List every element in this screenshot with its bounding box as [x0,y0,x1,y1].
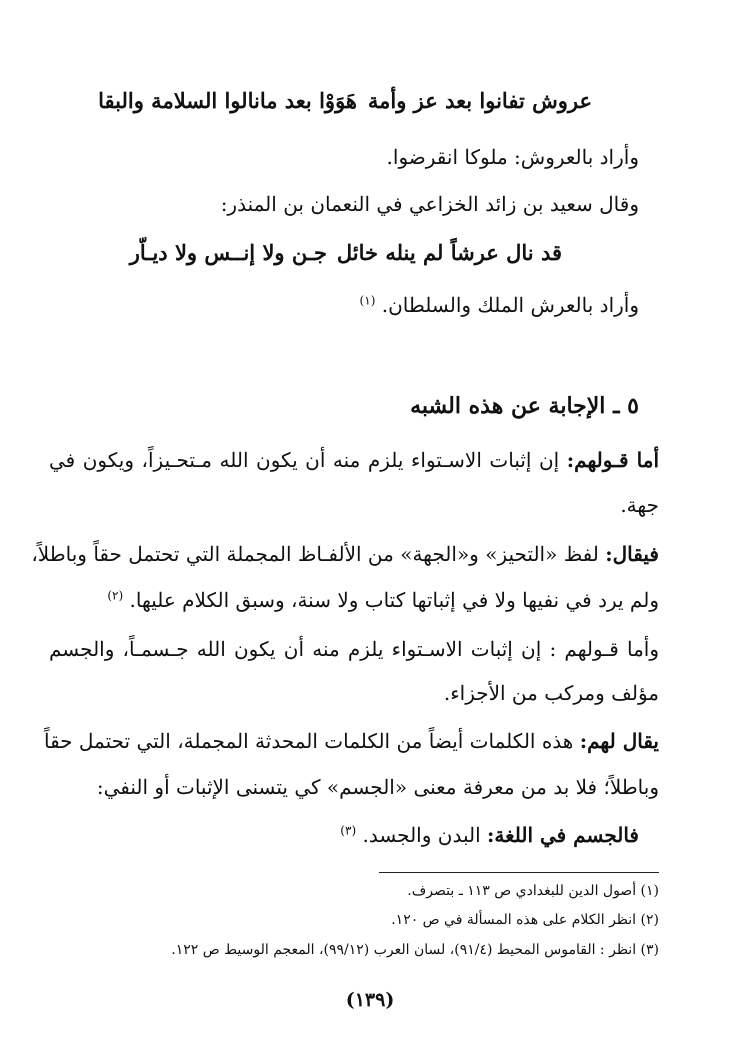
page-number: (١٣٩) [345,989,395,1011]
footnote-separator [379,872,659,873]
block-4-line-1 [43,727,659,755]
verse-1-left-hemistich: هَوَوْا بعد مانالوا السلامة والبقا [98,88,357,113]
footnote-2: (٢) انظر الكلام على هذه المسألة في ص ١٢٠. [391,912,659,928]
block-5-line [340,821,639,849]
paragraph-3-text: وأراد بالعرش الملك والسلطان. [381,293,639,317]
block-1-text: إن إثبات الاسـتواء يلزم منه أن يكون الله مـتحـيزاً، ويكون في [49,448,560,472]
verse-2-right-hemistich: قد نال عرشاً لم ينله خائل [336,240,562,265]
block-3-line-2: مؤلف ومركب من الأجزاء. [443,681,659,705]
paragraph-1: وأراد بالعروش: ملوكا انقرضوا. [386,145,639,169]
section-heading: ٥ ـ الإجابة عن هذه الشبه [410,393,639,419]
verse-1-right-hemistich: عروش تفانوا بعد عز وأمة [367,88,592,113]
footnote-1: (١) أصول الدين للبغدادي ص ١١٣ ـ بتصرف. [407,883,659,899]
paragraph-3 [360,291,639,319]
block-2-text-2: ولم يرد في نفيها ولا في إثباتها كتاب ولا سنة، وسبق الكلام عليها. [129,588,659,612]
block-4-line-2: وباطلاً؛ فلا بد من معرفة معنى «الجسم» كي يتسنى الإثبات أو النفي: [96,775,659,799]
block-5-lead: فالجسم في اللغة: [487,823,639,847]
paragraph-2: وقال سعيد بن زائد الخزاعي في النعمان بن المنذر: [220,192,639,216]
block-4-text: هذه الكلمات أيضاً من الكلمات المحدثة المجملة، التي تحتمل حقاً [43,729,574,753]
footnote-3: (٣) انظر : القاموس المحيط (٩١/٤)، لسان العرب (٩٩/١٢)، المعجم الوسيط ص ١٢٢. [171,942,659,958]
block-5-text: البدن والجسد. [362,823,481,847]
footnote-ref-1: (١) [359,293,376,308]
footnote-ref-3: (٣) [340,823,357,838]
block-2-lead: فيقال: [605,542,659,566]
block-2-line-1 [31,540,659,568]
footnote-ref-2: (٢) [107,588,124,603]
block-4-lead: يقال لهم: [579,729,659,753]
block-2-text: لفظ «التحيز» و«الجهة» من الألفـاظ المجملة التي تحتمل حقاً وباطلاً، [31,542,599,566]
block-1-lead: أما قـولهم: [566,448,660,472]
block-1-line-1 [49,446,659,474]
block-3-line-1: وأما قـولهم : إن إثبات الاسـتواء يلزم منه أن يكون الله جـسمـاً، والجسم [49,637,659,661]
block-1-line-2: جهة. [620,493,659,517]
block-2-line-2 [107,586,659,614]
verse-2-left-hemistich: جـن ولا إنــس ولا ديـاّر [129,240,327,265]
